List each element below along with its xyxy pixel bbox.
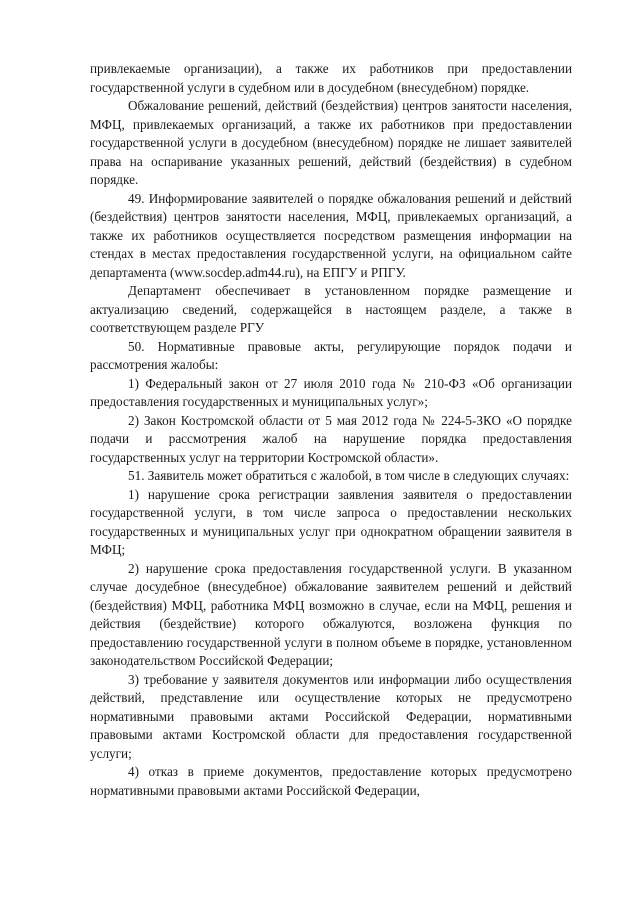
paragraph-50-item-2: 2) Закон Костромской области от 5 мая 2012 года № 224-5-ЗКО «О порядке подачи и рассмотрения жалоб на нарушение порядка предоставления государственных услуг на территории Костромской области». <box>90 412 572 465</box>
document-page <box>90 60 572 800</box>
paragraph-51-item-4: 4) отказ в приеме документов, предоставление которых предусмотрено нормативными правовыми актами Российской Федерации, <box>90 764 572 798</box>
paragraph-51-item-2: 2) нарушение срока предоставления государственной услуги. В указанном случае досудебное (внесудебное) обжалование заявителем решений и действий (бездействия) МФЦ, работника МФЦ возможно в случае, если на МФЦ, решения и действия (бездействие) которого обжалуются, возложена функция по предоставлению государственной услуги в полном объеме в порядке, установленном законодательством Российской Федерации; <box>90 560 572 668</box>
paragraph-51-item-3: 3) требование у заявителя документов или информации либо осуществления действий, представление или осуществление которых не предусмотрено нормативными правовыми актами Российской Федерации, нормативными правовыми актами Костромской области для предоставления государственной услуги; <box>90 671 572 761</box>
paragraph-49: 49. Информирование заявителей о порядке обжалования решений и действий (бездействия) центров занятости населения, МФЦ, привлекаемых организаций, а также их работников осуществляется посредством размещения информации на стендах в местах предоставления государственной услуги, на официальном сайте департамента (www.socdep.adm44.ru), на ЕПГУ и РПГУ. <box>90 190 572 280</box>
paragraph-51-item-1: 1) нарушение срока регистрации заявления заявителя о предоставлении государственной услуги, в том числе запроса о предоставлении нескольких государственных и муниципальных услуг при однократном обращении заявителя в МФЦ; <box>90 486 572 557</box>
paragraph-51: 51. Заявитель может обратиться с жалобой, в том числе в следующих случаях: <box>128 468 570 483</box>
paragraph-appeal-rights: Обжалование решений, действий (бездействия) центров занятости населения, МФЦ, привлекаемых организаций, а также их работников при предоставлении государственной услуги в досудебном (внесудебном) порядке не лишает заявителей права на оспаривание указанных решений, действий (бездействия) в судебном порядке. <box>90 98 572 187</box>
paragraph-50: 50. Нормативные правовые акты, регулирующие порядок подачи и рассмотрения жалобы: <box>90 338 572 372</box>
paragraph-50-item-1: 1) Федеральный закон от 27 июля 2010 года № 210-ФЗ «Об организации предоставления государственных и муниципальных услуг»; <box>90 375 572 409</box>
paragraph-department: Департамент обеспечивает в установленном порядке размещение и актуализацию сведений, содержащейся в настоящем разделе, а также в соответствующем разделе РГУ <box>90 283 572 335</box>
paragraph-intro-continuation: привлекаемые организации), а также их работников при предоставлении государственной услуги в судебном или в досудебном (внесудебном) порядке. <box>90 61 572 95</box>
